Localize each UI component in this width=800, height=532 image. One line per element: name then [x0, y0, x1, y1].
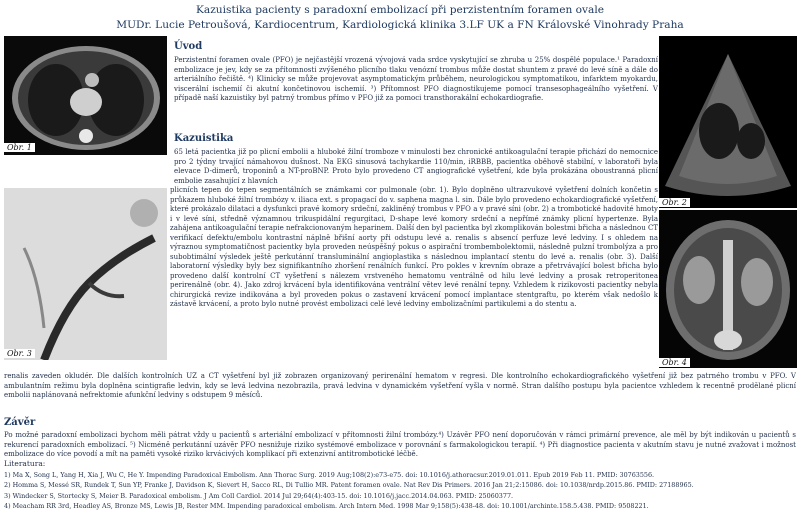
- poster-title: [0, 3, 800, 33]
- figure-2-echo: [659, 36, 797, 208]
- figure-2-caption: Obr. 2: [659, 198, 690, 207]
- literature-heading: Literatura:: [4, 459, 46, 468]
- literature-item: 3) Windecker S, Stortecky S, Meier B. Paradoxical embolism. J Am Coll Cardiol. 2014 Jul 29;64(4):403-15. doi: 10.1016/j.jacc.2014.04.063. PMID: 25060377.: [4, 491, 514, 500]
- section-heading-kazuistika: Kazuistika: [174, 133, 234, 144]
- section-heading-uvod: Úvod: [174, 41, 203, 52]
- kazuistika-paragraph-2: plicních tepen do tepen segmentálních se známkami cor pulmonale (obr. 1). Bylo doplněno ultrazvukové vyšetření dolních končetin s průkazem hluboké žilní trombózy v. iliaca ext. s propagací do v. saphena magna l. sin. Dále bylo provedeno echokardiografické vyšetření, které prokázalo dilataci a dysfunkci pravé komory srdeční, zakliněný trombus v PFO a v pravé síni (obr. 2) a trombotické hadovité hmoty i v levé síni, středně významnou trikuspidální regurgitaci, D-shape levé komory srdeční a nepřímé známky plicní hypertenze. Byla zahájena antikoagulační terapie nefrakcionovaným heparinem. Další den byl pacientka byl zkomplikován bolestmi břicha a následnou CT verifikací defektu/embolu kontrastní náplně břišní aorty při odstupu levé a. renalis s absencí perfuze levé ledviny. I s ohledem na výraznou symptomatičnost pacientky byla proveden neúspěšný pokus o aspirační trombembolektomii, následně pulzní trombolýza a pro subobtimální výsledek ještě perkutánní transluminální angioplastika s následnou implantací stentu do levé a. renalis (obr. 3). Další laboratorní výsledky byly bez signifikantního zhoršení renálních funkcí. Pro pokles v krevním obraze a přetrvávající bolest břicha bylo provedeno další kontrolní CT vyšetření s nálezem vrstveného hematomu ventrálně od hilu levé ledviny a prosak retroperitonea perirenálně (obr. 4). Jako zdroj krvácení byla identifikována ventrální větev levé renální tepny. Vzhledem k rizikovosti pacientky nebyla chirurgická revize indikována a byl proveden pokus o zastavení krvácení pomocí implantace stentgraftu, po kterém však nedošlo k zástavě krvácení, a proto bylo nutné provést embolizaci celé levé ledviny embolizačními partikulemi a do stentu a.: [170, 186, 658, 308]
- literature-item: 2) Homma S, Messé SR, Rundek T, Sun YP, Franke J, Davidson K, Sievert H, Sacco RL, Di Tullio MR. Patent foramen ovale. Nat Rev Dis Primers. 2016 Jan 21;2:15086. doi: 10.1038/nrdp.2015.86. PMID: 27188965.: [4, 481, 694, 489]
- ct-abdomen-image: [659, 210, 797, 368]
- title-line-2: MUDr. Lucie Petroušová, Kardiocentrum, Kardiologická klinika 3.LF UK a FN Královské Vinohrady Praha: [116, 19, 684, 31]
- figure-1-caption: Obr. 1: [4, 143, 35, 152]
- echo-image: [659, 36, 797, 208]
- literature-item: 4) Meacham RR 3rd, Headley AS, Bronze MS, Lewis JB, Rester MM. Impending paradoxical embolism. Arch Intern Med. 1998 Mar 9;158(5):438-48. doi: 10.1001/archinte.158.5.438. PMID: 9508221.: [4, 502, 649, 510]
- figure-4-caption: Obr. 4: [659, 358, 690, 367]
- kazuistika-paragraph-3: renalis zaveden okludér. Dle dalších kontrolních UZ a CT vyšetření byl již zobrazen organizovaný perirenální hematom v regresi. Dle kontrolního echokardiografického vyšetření již bez patrného trombu v PFO. V ambulantním režimu byla doplněna scintigrafie ledvin, kdy se levá ledvina nezobrazila, pravá ledvina v dynamickém vyšetření vyšla v normě. Stran dalšího postupu byla pacientce vzhledem k recentně prodělané plicní embolii naplánovaná nefrektomie afunkční ledviny s odstupem 9 měsíců.: [4, 372, 796, 399]
- section-heading-zaver: Závěr: [4, 417, 36, 428]
- figure-3-angiography: [4, 188, 167, 360]
- kazuistika-paragraph-1: 65 letá pacientka již po plicní embolii a hluboké žilní tromboze v minulosti bez chronické antikoagulační terapie přichází do nemocnice pro 2 týdny trvající námahovou dušnost. Na EKG sinusová tachykardie 110/min, iRBBB, pacientka oběhově stabilní, v laboratoři byla elevace D-dimerů, troponinů a NT-proBNP. Proto bylo provedeno CT angiografické vyšetření, kde byla prokázána oboustranná plicní embolie zasahující z hlavních: [174, 148, 658, 185]
- section-text-zaver: Po možné paradoxní embolizaci bychom měli pátrat vždy u pacientů s arteriální embolizací v přítomnosti žilní trombózy.⁴) Uzávěr PFO není doporučován v rámci primární prevence, ale měl by být indikován u pacientů s rekurencí paradoxních embolizací. ⁵) Nicméně perkutánní uzávěr PFO nesnižuje riziko systémové embolizace v porovnání s farmakologickou terapií. ⁴) Při diagnostice pacienta v akutním stavu je nutné zvažovat i možnost embolizace do více povodí a mít na paměti vysoké riziko krvácivých komplikací při extenzivní antitrombotické léčbě.: [4, 431, 796, 458]
- section-text-uvod: Perzistentní foramen ovale (PFO) je nejčastější vrozená vývojová vada srdce vyskytující se zhruba u 25% dospělé populace.¹ Paradoxní embolizace je jev, kdy se za přítomnosti zvýšeného plicního tlaku venózní trombus může dostat shuntem z pravé do levé síně a dále do arteriálního řečiště. ⁴) Klinicky se může projevovat asymptomatickým průběhem, neurologickou symptomatikou, infarktem myokardu, viscerální ischemií či akutní končetinovou ischemií. ³) Přítomnost PFO diagnostikujeme pomocí transesophageálního vyšetření. V případě naší kazuistiky byl patrný trombus přímo v PFO již za pomoci transthorakální echokardiografie.: [174, 56, 658, 102]
- figure-4-ct-abdomen: [659, 210, 797, 368]
- angiography-image: [4, 188, 167, 360]
- literature-list: [4, 459, 796, 512]
- literature-item: 1) Ma X, Song L, Yang H, Xia J, Wu C, He Y. Impending Paradoxical Embolism. Ann Thorac Surg. 2019 Aug;108(2):e73-e75. doi: 10.1016/j.athoracsur.2019.01.011. Epub 2019 Feb 11. PMID: 30763556.: [4, 470, 655, 479]
- figure-1-ct-chest: [4, 36, 167, 155]
- figure-3-caption: Obr. 3: [4, 349, 35, 358]
- ct-chest-image: [4, 36, 167, 155]
- title-line-1: Kazuistika pacienty s paradoxní embolizací při perzistentním foramen ovale: [195, 4, 605, 16]
